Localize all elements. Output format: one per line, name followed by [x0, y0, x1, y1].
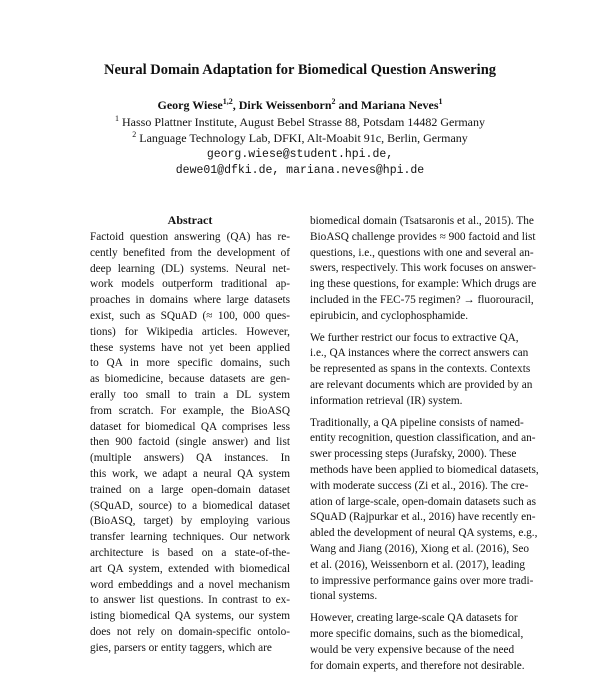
- paragraph: [310, 611, 525, 674]
- text-line: this work, we adapt a neural QA system: [90, 467, 290, 480]
- text-line: would be very expensive because of the need: [310, 643, 515, 656]
- affiliation-text: Language Technology Lab, DFKI, Alt-Moabit 91c, Berlin, Germany: [136, 131, 468, 145]
- author-affiliation-mark: 1: [438, 97, 443, 106]
- text-line: transfer learning techniques. Our network: [90, 531, 290, 544]
- text-line: swers, respectively. This work focuses on answer-: [310, 262, 536, 275]
- text-line: tional systems.: [310, 590, 378, 603]
- text-line: dataset for biomedical QA comprises less: [90, 420, 290, 433]
- text-line: BioASQ challenge provides ≈ 900 factoid and list: [310, 230, 536, 243]
- text-line: (SQuAD, source) to a biomedical dataset: [90, 499, 290, 512]
- text-line: ing these questions, for example: Which drugs are: [310, 278, 537, 291]
- email-line: georg.wiese@student.hpi.de,: [206, 148, 394, 161]
- text-line: entity recognition, question classification, and an-: [310, 432, 536, 445]
- text-line: swer processing steps (Jurafsky, 2000). These: [310, 448, 517, 461]
- author-affiliation-mark: 2: [331, 97, 336, 106]
- affiliation-mark: 2: [132, 130, 137, 139]
- text-line: for domain experts, and therefore not desirable.: [310, 659, 525, 672]
- text-line: deep learning (DL) systems. Neural net-: [90, 262, 290, 275]
- text-line: Wang and Jiang (2016), Xiong et al. (2016), Seo: [310, 542, 530, 555]
- text-line: epirubicin, and cyclophosphamide.: [310, 309, 469, 322]
- text-line: with moderate success (Zi et al., 2016). The cre-: [310, 479, 529, 492]
- intro-column: [310, 214, 539, 674]
- text-line: methods have been applied to biomedical datasets,: [310, 463, 539, 476]
- affiliation-text: Hasso Plattner Institute, August Bebel Strasse 88, Potsdam 14482 Germany: [119, 115, 485, 129]
- text-line: (multiple answers) QA instances. In: [90, 452, 290, 465]
- text-line: are relevant documents which are provided by an: [310, 378, 533, 391]
- text-line: biomedical domain (Tsatsaronis et al., 2015). The: [310, 215, 534, 227]
- text-line: SQuAD (Rajpurkar et al., 2016) have recently en-: [310, 511, 536, 524]
- text-line: to answer list questions. In contrast to ex-: [90, 594, 290, 607]
- author-affiliation-mark: 1,2: [222, 97, 233, 106]
- text-line: art QA system, extended with biomedical: [90, 562, 290, 575]
- text-line: information retrieval (IR) system.: [310, 394, 463, 407]
- text-line: to QA in more specific domains, such: [90, 357, 290, 370]
- text-line: does not rely on domain-specific ontolo-: [90, 625, 290, 638]
- text-line: proaches in domains where large datasets: [90, 294, 290, 307]
- text-line: included in the FEC-75 regimen? → fluorouracil,: [310, 293, 534, 306]
- text-line: then 900 factoid (single answer) and list: [90, 436, 290, 449]
- text-line: questions, i.e., questions with one and several an-: [310, 246, 534, 259]
- text-line: be represented as spans in the contexts. Contexts: [310, 363, 531, 376]
- text-line: to impressive performance gains over more tradi-: [310, 574, 534, 587]
- text-line: However, creating large-scale QA datasets for: [310, 612, 518, 625]
- text-line: trained on a large open-domain dataset: [90, 483, 290, 496]
- text-line: isting biomedical QA systems, our system: [90, 610, 290, 623]
- text-line: i.e., QA instances where the correct answers can: [310, 347, 529, 360]
- affiliation-mark: 1: [115, 114, 120, 123]
- text-line: Factoid question answering (QA) has re-: [90, 231, 290, 243]
- text-line: these systems have not yet been applied: [90, 341, 290, 354]
- text-line: from scratch. For example, the BioASQ: [90, 404, 290, 417]
- text-line: tions) for Wikipedia articles. However,: [90, 325, 290, 338]
- text-line: gies, parsers or entity taggers, which are: [90, 641, 272, 654]
- paragraph: [310, 416, 539, 606]
- author-name: Georg Wiese: [157, 98, 223, 112]
- abstract-body: [90, 230, 290, 657]
- paragraph: [310, 331, 533, 410]
- author-separator: and: [335, 98, 361, 112]
- abstract-heading: Abstract: [167, 213, 213, 227]
- author-list: [0, 98, 600, 113]
- text-line: exist, such as SQuAD (≈ 100, 000 ques-: [90, 309, 290, 322]
- affiliation-line: [0, 115, 600, 130]
- affiliation-line: [0, 131, 600, 146]
- text-line: more specific domains, such as the biomedical,: [310, 627, 524, 640]
- paragraph: [310, 214, 537, 325]
- text-line: (BioASQ, target) by employing various: [90, 515, 290, 528]
- text-line: word embeddings and a novel mechanism: [90, 578, 290, 591]
- text-line: as biomedicine, because datasets are gen-: [90, 373, 290, 386]
- text-line: cently benefited from the development of: [90, 246, 290, 259]
- text-line: ation of large-scale, open-domain datasets such as: [310, 495, 536, 508]
- text-line: We further restrict our focus to extractive QA,: [310, 331, 519, 344]
- text-line: erally too small to train a DL system: [90, 388, 290, 401]
- text-line: Traditionally, a QA pipeline consists of named-: [310, 416, 524, 429]
- email-line: dewe01@dfki.de, mariana.neves@hpi.de: [175, 164, 425, 177]
- text-line: work models outperform traditional ap-: [90, 278, 290, 291]
- author-name: Dirk Weissenborn: [238, 98, 332, 112]
- text-line: et al. (2016), Weissenborn et al. (2017), leading: [310, 558, 526, 571]
- author-name: Mariana Neves: [360, 98, 439, 112]
- paper-title: Neural Domain Adaptation for Biomedical Question Answering: [103, 62, 497, 78]
- text-line: abled the development of neural QA systems, e.g.,: [310, 527, 538, 540]
- text-line: architecture is based on a state-of-the-: [90, 546, 290, 559]
- author-separator: ,: [232, 98, 239, 112]
